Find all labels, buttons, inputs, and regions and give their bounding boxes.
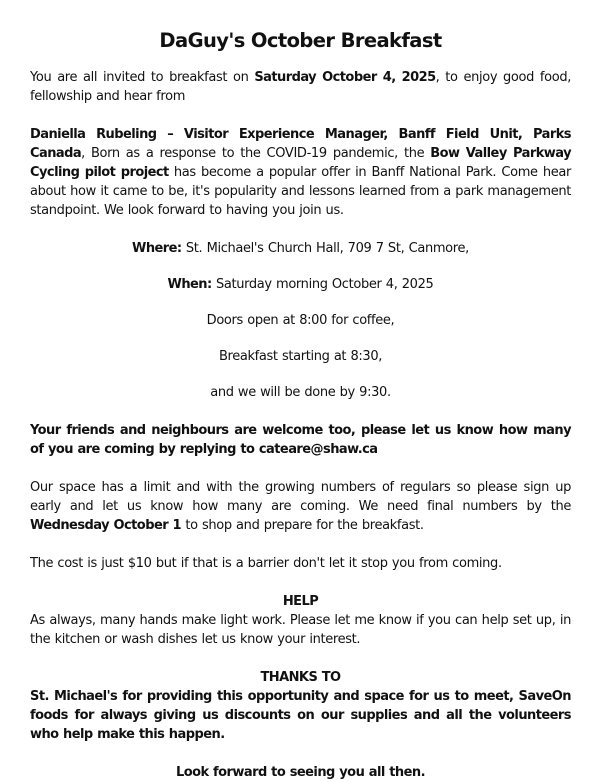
speaker-name: Daniella Rubeling – Visitor Experience Manager, Banff Field Unit, Parks Canada <box>30 127 571 161</box>
space-text-end: to shop and prepare for the breakfast. <box>181 518 424 533</box>
thanks-heading: THANKS TO <box>260 670 341 685</box>
closing-line: Look forward to seeing you all then. <box>175 765 425 780</box>
doors-line: Doors open at 8:00 for coffee, <box>206 313 395 328</box>
when-label: When: <box>167 277 212 292</box>
rsvp-text: Your friends and neighbours are welcome too, please let us know how many of you are coming by replying to <box>30 423 571 457</box>
space-paragraph <box>30 478 571 535</box>
speaker-text: , Born as a response to the COVID-19 pandemic, the <box>81 146 431 161</box>
when-line <box>30 275 571 294</box>
help-heading: HELP <box>282 594 319 609</box>
where-value: St. Michael's Church Hall, 709 7 St, Canmore, <box>181 241 469 256</box>
speaker-text-end: has become a popular offer in Banff National Park. Come hear about how it came to be, it's popularity and lessons learned from a park management standpoint. We look forward to having you join us. <box>30 165 571 218</box>
done-line: and we will be done by 9:30. <box>210 385 391 400</box>
project-name: Bow Valley Parkway Cycling pilot project <box>30 146 571 180</box>
intro-paragraph <box>30 68 571 106</box>
speaker-paragraph <box>30 125 571 220</box>
when-value: Saturday morning October 4, 2025 <box>211 277 434 292</box>
thanks-paragraph: St. Michael's for providing this opportunity and space for us to meet, SaveOn foods for always giving us discounts on our supplies and all the volunteers who help make this happen. <box>30 689 571 742</box>
where-line <box>30 239 571 258</box>
event-date: Saturday October 4, 2025 <box>254 70 436 85</box>
help-paragraph: As always, many hands make light work. Please let me know if you can help set up, in the kitchen or wash dishes let us know your interest. <box>30 613 571 647</box>
deadline-date: Wednesday October 1 <box>30 518 182 533</box>
cost-paragraph: The cost is just $10 but if that is a barrier don't let it stop you from coming. <box>30 556 502 571</box>
intro-text: You are all invited to breakfast on <box>30 70 255 85</box>
intro-text-end: , to enjoy good food, fellowship and hear from <box>30 70 572 104</box>
page-title: DaGuy's October Breakfast <box>159 29 442 52</box>
rsvp-paragraph <box>30 421 571 459</box>
breakfast-line: Breakfast starting at 8:30, <box>218 349 383 364</box>
rsvp-email[interactable]: cateare@shaw.ca <box>258 442 378 457</box>
space-text: Our space has a limit and with the growing numbers of regulars so please sign up early and let us know how many are coming. We need final numbers by the <box>30 480 571 514</box>
where-label: Where: <box>132 241 182 256</box>
